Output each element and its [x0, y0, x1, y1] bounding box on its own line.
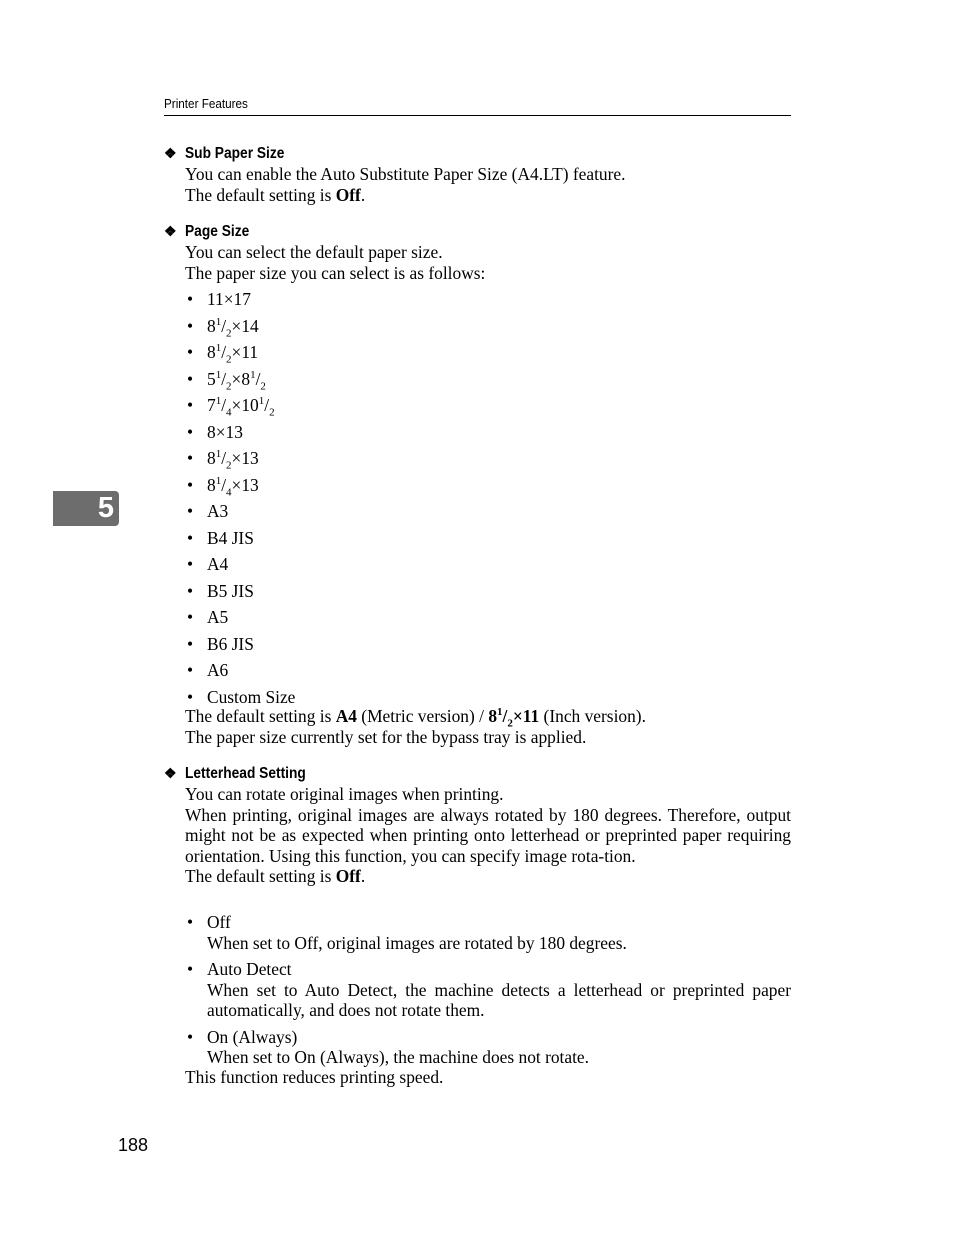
list-item: • A4: [187, 554, 229, 574]
section-body-sub-paper-size: [185, 164, 791, 205]
list-item: • 11×17: [187, 289, 251, 309]
bullet-icon: •: [187, 448, 194, 468]
list-item: • B4 JIS: [187, 527, 254, 548]
fraction-value: $8^1/_2\times 13$: [207, 448, 259, 472]
letterhead-footer-note: [185, 1067, 791, 1088]
list-item: • A5: [187, 607, 229, 627]
chapter-tab: [53, 491, 119, 526]
section-title-letterhead-setting: ❖ Letterhead Setting: [164, 765, 306, 782]
default-inch: $8^1/_2\times 11$: [488, 706, 540, 730]
body-line: This function reduces printing speed.: [185, 1067, 444, 1087]
bullet-icon: •: [187, 912, 194, 932]
option-name: Off: [207, 912, 231, 932]
running-header: Printer Features: [164, 96, 248, 111]
paper-size-list: [185, 289, 791, 707]
body-line: You can enable the Auto Substitute Paper Size (A4.LT) feature.: [185, 164, 626, 184]
option-name: Auto Detect: [207, 959, 292, 979]
section-body-letterhead: [185, 784, 791, 887]
list-item: [185, 912, 791, 953]
page-number: 188: [118, 1135, 149, 1155]
bullet-icon: •: [187, 1026, 194, 1047]
default-value: Off: [335, 866, 361, 886]
default-metric: A4: [335, 706, 357, 726]
diamond-bullet-icon: ❖: [164, 765, 177, 781]
list-item: [185, 342, 791, 369]
bullet-icon: •: [187, 474, 194, 495]
default-setting-line: The default setting is Off.: [185, 866, 366, 886]
list-item: • A3: [187, 501, 229, 521]
list-item: [185, 475, 791, 502]
list-item: [185, 395, 791, 422]
section-title-sub-paper-size: ❖ Sub Paper Size: [164, 145, 285, 162]
option-description: When set to Auto Detect, the machine detects a letterhead or preprinted paper automatically, and does not rotate them.: [207, 979, 791, 1020]
list-item: • 8×13: [187, 421, 243, 442]
body-paragraph: When printing, original images are always rotated by 180 degrees. Therefore, output might not be as expected when printing onto letterhead or preprinted paper requiring orientation. Using this function, you can specify image rota-tion.: [185, 804, 791, 866]
diamond-bullet-icon: ❖: [164, 223, 177, 239]
list-item: [185, 959, 791, 1021]
page-size-default-block: [185, 706, 791, 747]
body-line: The paper size you can select is as follows:: [185, 262, 486, 283]
list-item: [185, 369, 791, 396]
default-setting-line: The default setting is A4 (Metric version) / $8^1/_2\times 11$ (Inch version).: [185, 706, 646, 730]
bullet-icon: •: [187, 580, 194, 601]
bullet-icon: •: [187, 527, 194, 548]
fraction-value: $7^1/_4\times 10^1/_2$: [207, 395, 275, 419]
list-item: • B6 JIS: [187, 633, 254, 654]
bullet-icon: •: [187, 607, 194, 627]
body-line: You can rotate original images when printing.: [185, 784, 504, 804]
default-setting-line: The default setting is Off.: [185, 184, 366, 205]
letterhead-option-list: [185, 912, 791, 1068]
fraction-value: $8^1/_4\times 13$: [207, 474, 259, 498]
bullet-icon: •: [187, 686, 194, 707]
bullet-icon: •: [187, 660, 194, 680]
list-item: [185, 1027, 791, 1068]
default-value: Off: [335, 184, 361, 205]
fraction-value: $8^1/_2\times 14$: [207, 315, 259, 339]
list-item: [185, 448, 791, 475]
bullet-icon: •: [187, 554, 194, 574]
bullet-icon: •: [187, 315, 194, 336]
body-line: You can select the default paper size.: [185, 242, 443, 262]
option-description: When set to Off, original images are rotated by 180 degrees.: [207, 932, 627, 953]
list-item: • Custom Size: [187, 686, 296, 707]
fraction-value: $8^1/_2\times 11$: [207, 342, 259, 366]
chapter-number: 5: [97, 492, 114, 524]
bullet-icon: •: [187, 289, 194, 309]
bullet-icon: •: [187, 368, 194, 389]
list-item: • B5 JIS: [187, 580, 254, 601]
section-title-page-size: ❖ Page Size: [164, 223, 250, 240]
bullet-icon: •: [187, 342, 194, 362]
bullet-icon: •: [187, 633, 194, 654]
bypass-note: The paper size currently set for the bypass tray is applied.: [185, 726, 587, 747]
header-rule: [164, 115, 791, 116]
bullet-icon: •: [187, 501, 194, 521]
list-item: [185, 316, 791, 343]
section-body-page-size: [185, 242, 791, 283]
option-description: When set to On (Always), the machine does not rotate.: [207, 1047, 589, 1067]
bullet-icon: •: [187, 395, 194, 415]
diamond-bullet-icon: ❖: [164, 145, 177, 161]
option-name: On (Always): [207, 1026, 298, 1047]
fraction-value: $5^1/_2\times 8^1/_2$: [207, 368, 266, 392]
bullet-icon: •: [187, 421, 194, 442]
list-item: • A6: [187, 660, 229, 680]
bullet-icon: •: [187, 959, 194, 979]
